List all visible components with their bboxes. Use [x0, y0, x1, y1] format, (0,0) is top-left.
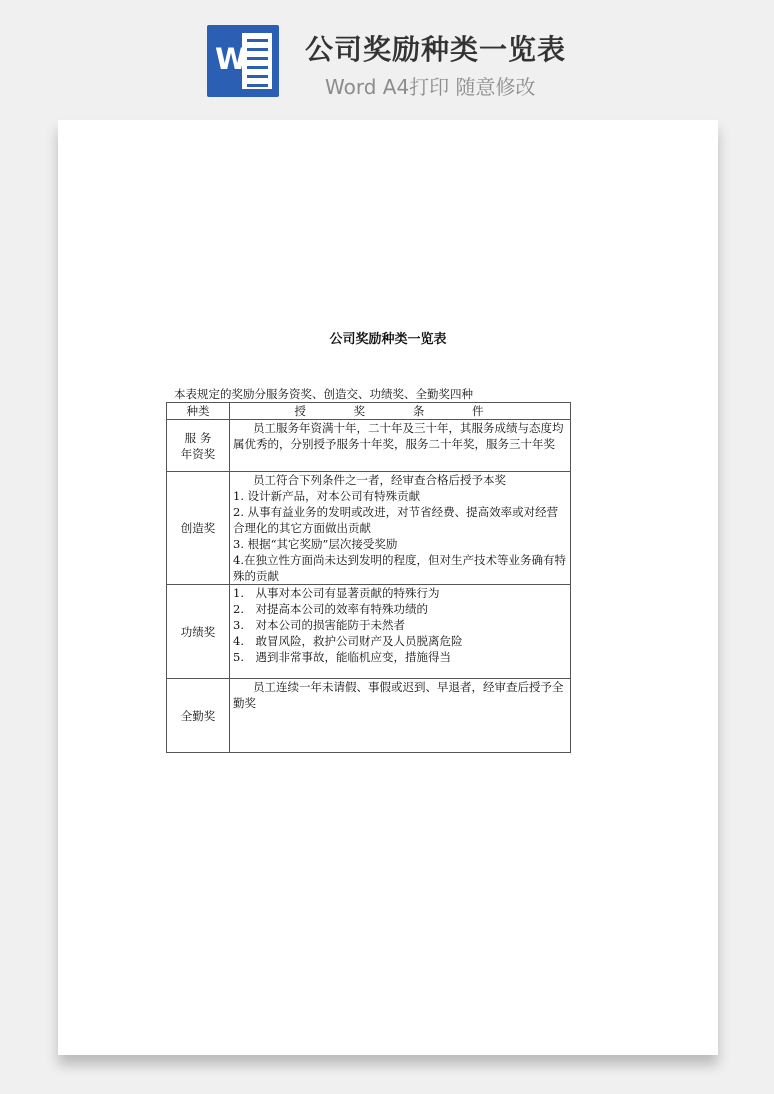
award-conditions-creation: [230, 472, 571, 585]
column-header-type: 种类: [167, 403, 230, 420]
award-name-service: 服 务 年资奖: [167, 420, 230, 472]
document-title: 公司奖励种类一览表: [329, 332, 447, 347]
page-subtitle: Word A4打印 随意修改: [325, 75, 536, 99]
condition-line: 1. 设计新产品，对本公司有特殊贡献: [233, 489, 421, 503]
document-page: [58, 120, 718, 1055]
page-title: 公司奖励种类一览表: [305, 33, 567, 66]
word-icon-letter: W: [215, 42, 247, 76]
table-row: [167, 420, 571, 472]
condition-line: 员工服务年资满十年，二十年及三十年，其服务成绩与态度均属优秀的，分别授予服务十年奖，服务二十年奖，服务三十年奖: [233, 421, 564, 451]
document-intro: 本表规定的奖励分服务资奖、创造交、功绩奖、全勤奖四种: [174, 387, 473, 401]
table-header-row: [167, 403, 571, 420]
condition-line: 3. 根据“其它奖励”层次接受奖励: [233, 537, 398, 551]
table-row: [167, 679, 571, 753]
condition-line: 5. 遇到非常事故，能临机应变，措施得当: [233, 650, 451, 664]
award-name-attendance: 全勤奖: [167, 679, 230, 753]
condition-line: 员工连续一年未请假、事假或迟到、早退者，经审查后授予全勤奖: [233, 680, 564, 710]
word-document-icon: [207, 25, 279, 97]
condition-line: 2. 对提高本公司的效率有特殊功绩的: [233, 602, 428, 616]
condition-line: 2. 从事有益业务的发明或改进，对节省经费、提高效率或对经营合理化的其它方面做出贡献: [233, 505, 559, 535]
awards-table: [166, 402, 571, 753]
table-row: [167, 472, 571, 585]
award-name-merit: 功绩奖: [167, 585, 230, 679]
award-conditions-merit: [230, 585, 571, 679]
award-conditions-service: [230, 420, 571, 472]
column-header-conditions: 授 奖 条 件: [230, 403, 571, 420]
condition-line: 3. 对本公司的损害能防于未然者: [233, 618, 405, 632]
award-conditions-attendance: [230, 679, 571, 753]
condition-line: 4. 敢冒风险，救护公司财产及人员脱离危险: [233, 634, 463, 648]
condition-line: 员工符合下列条件之一者，经审查合格后授予本奖: [253, 473, 506, 487]
condition-line: 4.在独立性方面尚未达到发明的程度，但对生产技术等业务确有特殊的贡献: [233, 553, 566, 583]
condition-line: 1. 从事对本公司有显著贡献的特殊行为: [233, 586, 440, 600]
preview-header: [0, 0, 774, 118]
award-name-creation: 创造奖: [167, 472, 230, 585]
table-row: [167, 585, 571, 679]
